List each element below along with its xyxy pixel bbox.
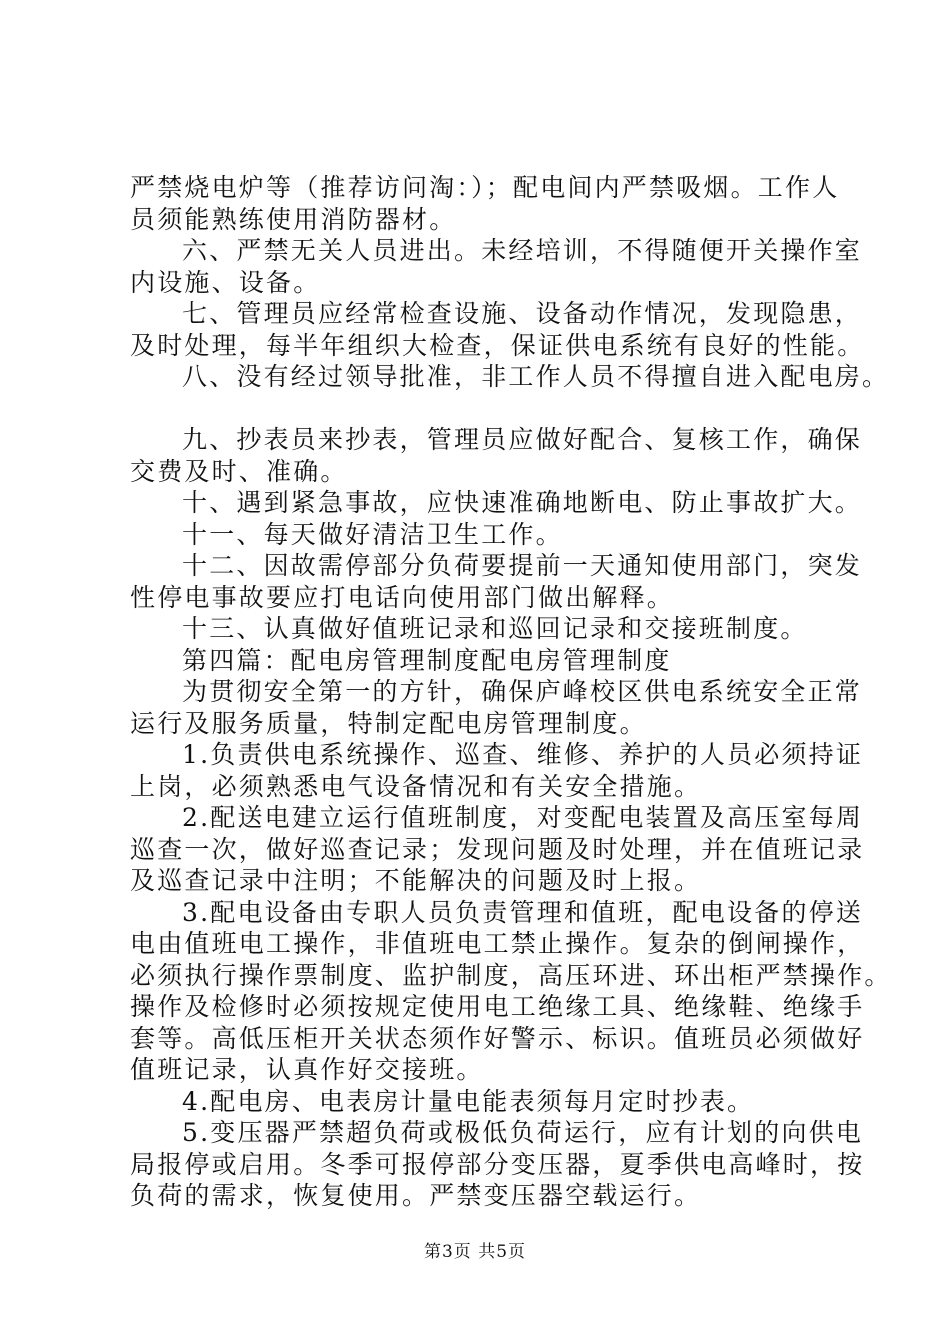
document-body (130, 172, 892, 1212)
text-line: 员须能熟练使用消防器材。 (130, 204, 457, 234)
text-line: 严禁烧电炉等（推荐访问淘：）；配电间内严禁吸烟。工作人 (130, 173, 840, 202)
text-line: 上岗，必须熟悉电气设备情况和有关安全措施。 (130, 771, 702, 801)
text-line: 七、管理员应经常检查设施、设备动作情况，发现隐患， (182, 299, 863, 328)
text-line: 负荷的需求，恢复使用。严禁变压器空载运行。 (130, 1181, 702, 1210)
text-line: 5.变压器严禁超负荷或极低负荷运行，应有计划的向供电 (182, 1118, 864, 1147)
text-line: 十、遇到紧急事故，应快速准确地断电、防止事故扩大。 (182, 488, 863, 517)
text-line: 交费及时、准确。 (130, 456, 348, 486)
text-line: 及巡查记录中注明；不能解决的问题及时上报。 (130, 866, 702, 895)
text-line: 1.负责供电系统操作、巡查、维修、养护的人员必须持证 (182, 740, 864, 769)
text-line: 六、严禁无关人员进出。未经培训，不得随便开关操作室 (182, 236, 863, 265)
text-line: 套等。高低压柜开关状态须作好警示、标识。值班员必须做好 (130, 1023, 865, 1053)
text-line: 八、没有经过领导批准，非工作人员不得擅自进入配电房。 (182, 362, 890, 391)
text-line: 运行及服务质量，特制定配电房管理制度。 (130, 708, 647, 738)
text-line: 性停电事故要应打电话向使用部门做出解释。 (130, 582, 675, 612)
text-line: 内设施、设备。 (130, 267, 321, 297)
text-line: 为贯彻安全第一的方针，确保庐峰校区供电系统安全正常 (182, 677, 863, 706)
text-line: 4.配电房、电表房计量电能表须每月定时抄表。 (182, 1086, 755, 1116)
text-line: 十一、每天做好清洁卫生工作。 (182, 519, 563, 549)
text-line: 巡查一次，做好巡查记录；发现问题及时处理，并在值班记录 (130, 834, 865, 864)
paragraph-gap (130, 393, 840, 425)
text-line: 操作及检修时必须按规定使用电工绝缘工具、绝缘鞋、绝缘手 (130, 992, 865, 1021)
text-line: 3.配电设备由专职人员负责管理和值班，配电设备的停送 (182, 897, 864, 927)
section-heading: 第四篇：配电房管理制度配电房管理制度 (182, 645, 672, 675)
text-line: 十三、认真做好值班记录和巡回记录和交接班制度。 (182, 614, 808, 643)
text-line: 局报停或启用。冬季可报停部分变压器，夏季供电高峰时，按 (130, 1149, 865, 1179)
text-line: 九、抄表员来抄表，管理员应做好配合、复核工作，确保 (182, 425, 863, 454)
text-line: 电由值班电工操作，非值班电工禁止操作。复杂的倒闸操作， (130, 929, 865, 958)
text-line: 及时处理，每半年组织大检查，保证供电系统有良好的性能。 (130, 330, 865, 360)
text-line: 2.配送电建立运行值班制度，对变配电装置及高压室每周 (182, 803, 864, 832)
text-line: 十二、因故需停部分负荷要提前一天通知使用部门，突发 (182, 551, 863, 580)
text-line: 值班记录，认真作好交接班。 (130, 1055, 484, 1084)
page-number-footer: 第3页 共5页 (423, 1242, 527, 1262)
text-line: 必须执行操作票制度、监护制度，高压环进、环出柜严禁操作。 (130, 960, 892, 990)
